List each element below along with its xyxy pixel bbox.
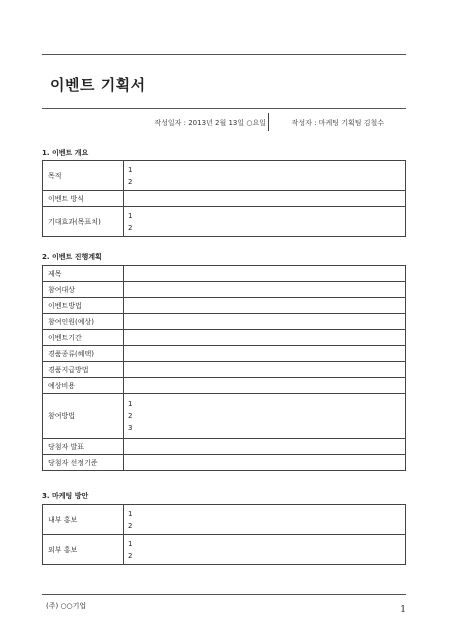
row-label: 경품지급방법: [43, 362, 124, 378]
overview-table: [42, 160, 406, 237]
row-label: 기대효과(목표치): [43, 207, 124, 237]
row-value[interactable]: [124, 282, 406, 298]
row-label: 참여대상: [43, 282, 124, 298]
row-value[interactable]: [124, 346, 406, 362]
row-value[interactable]: [124, 298, 406, 314]
value-line: 3: [128, 424, 133, 432]
table-row: [43, 191, 406, 207]
value-line: 1: [128, 509, 133, 518]
table-row: [43, 505, 406, 535]
table-row: [43, 439, 406, 455]
row-label: 참여인원(예상): [43, 314, 124, 330]
value-line: 2: [128, 177, 133, 186]
row-label: 예상비용: [43, 378, 124, 394]
row-value[interactable]: [124, 266, 406, 282]
value-line: 1: [128, 400, 133, 408]
row-label: 내부 홍보: [43, 505, 124, 535]
table-row: [43, 394, 406, 439]
table-row: [43, 161, 406, 191]
row-value[interactable]: [124, 394, 406, 439]
row-label: 제목: [43, 266, 124, 282]
row-value[interactable]: [124, 207, 406, 237]
top-rule: [42, 54, 406, 55]
marketing-table: [42, 504, 406, 565]
value-line: 2: [128, 551, 133, 560]
row-value[interactable]: [124, 330, 406, 346]
row-value[interactable]: [124, 362, 406, 378]
row-label: 이벤트기간: [43, 330, 124, 346]
plan-table: [42, 265, 406, 471]
row-label: 외부 홍보: [43, 535, 124, 565]
table-row: [43, 298, 406, 314]
table-row: [43, 266, 406, 282]
row-value[interactable]: [124, 455, 406, 471]
row-value[interactable]: [124, 439, 406, 455]
row-label: 당첨자 발표: [43, 439, 124, 455]
section-title-marketing: 3. 마케팅 방안: [42, 492, 89, 500]
row-value[interactable]: [124, 505, 406, 535]
row-value[interactable]: [124, 314, 406, 330]
value-line: 1: [128, 539, 133, 548]
footer-rule: [42, 594, 406, 595]
row-label: 당첨자 선정기준: [43, 455, 124, 471]
meta-separator: [268, 113, 269, 131]
value-line: 1: [128, 165, 133, 174]
page-number: 1: [400, 605, 406, 615]
row-label: 이벤트 방식: [43, 191, 124, 207]
table-row: [43, 330, 406, 346]
row-value[interactable]: [124, 535, 406, 565]
row-label: 참여방법: [43, 394, 124, 439]
table-row: [43, 362, 406, 378]
value-line: 2: [128, 223, 133, 232]
table-row: [43, 378, 406, 394]
row-value[interactable]: [124, 161, 406, 191]
table-row: [43, 346, 406, 362]
date-field: 작성일자 : 2013년 2월 13일 ○요일: [154, 119, 266, 127]
row-value[interactable]: [124, 191, 406, 207]
title-rule: [42, 108, 406, 109]
document-title: 이벤트 기획서: [50, 76, 146, 94]
row-label: 이벤트방법: [43, 298, 124, 314]
value-line: 1: [128, 211, 133, 220]
row-label: 경품종류(혜택): [43, 346, 124, 362]
table-row: [43, 455, 406, 471]
footer-company: (주) ○○기업: [46, 602, 87, 610]
table-row: [43, 282, 406, 298]
row-label: 목적: [43, 161, 124, 191]
author-field: 작성자 : 마케팅 기획팀 김철수: [291, 119, 384, 127]
section-title-plan: 2. 이벤트 진행계획: [42, 253, 102, 261]
table-row: [43, 535, 406, 565]
section-title-overview: 1. 이벤트 개요: [42, 149, 89, 157]
row-value[interactable]: [124, 378, 406, 394]
table-row: [43, 207, 406, 237]
table-row: [43, 314, 406, 330]
value-line: 2: [128, 521, 133, 530]
value-line: 2: [128, 412, 133, 420]
